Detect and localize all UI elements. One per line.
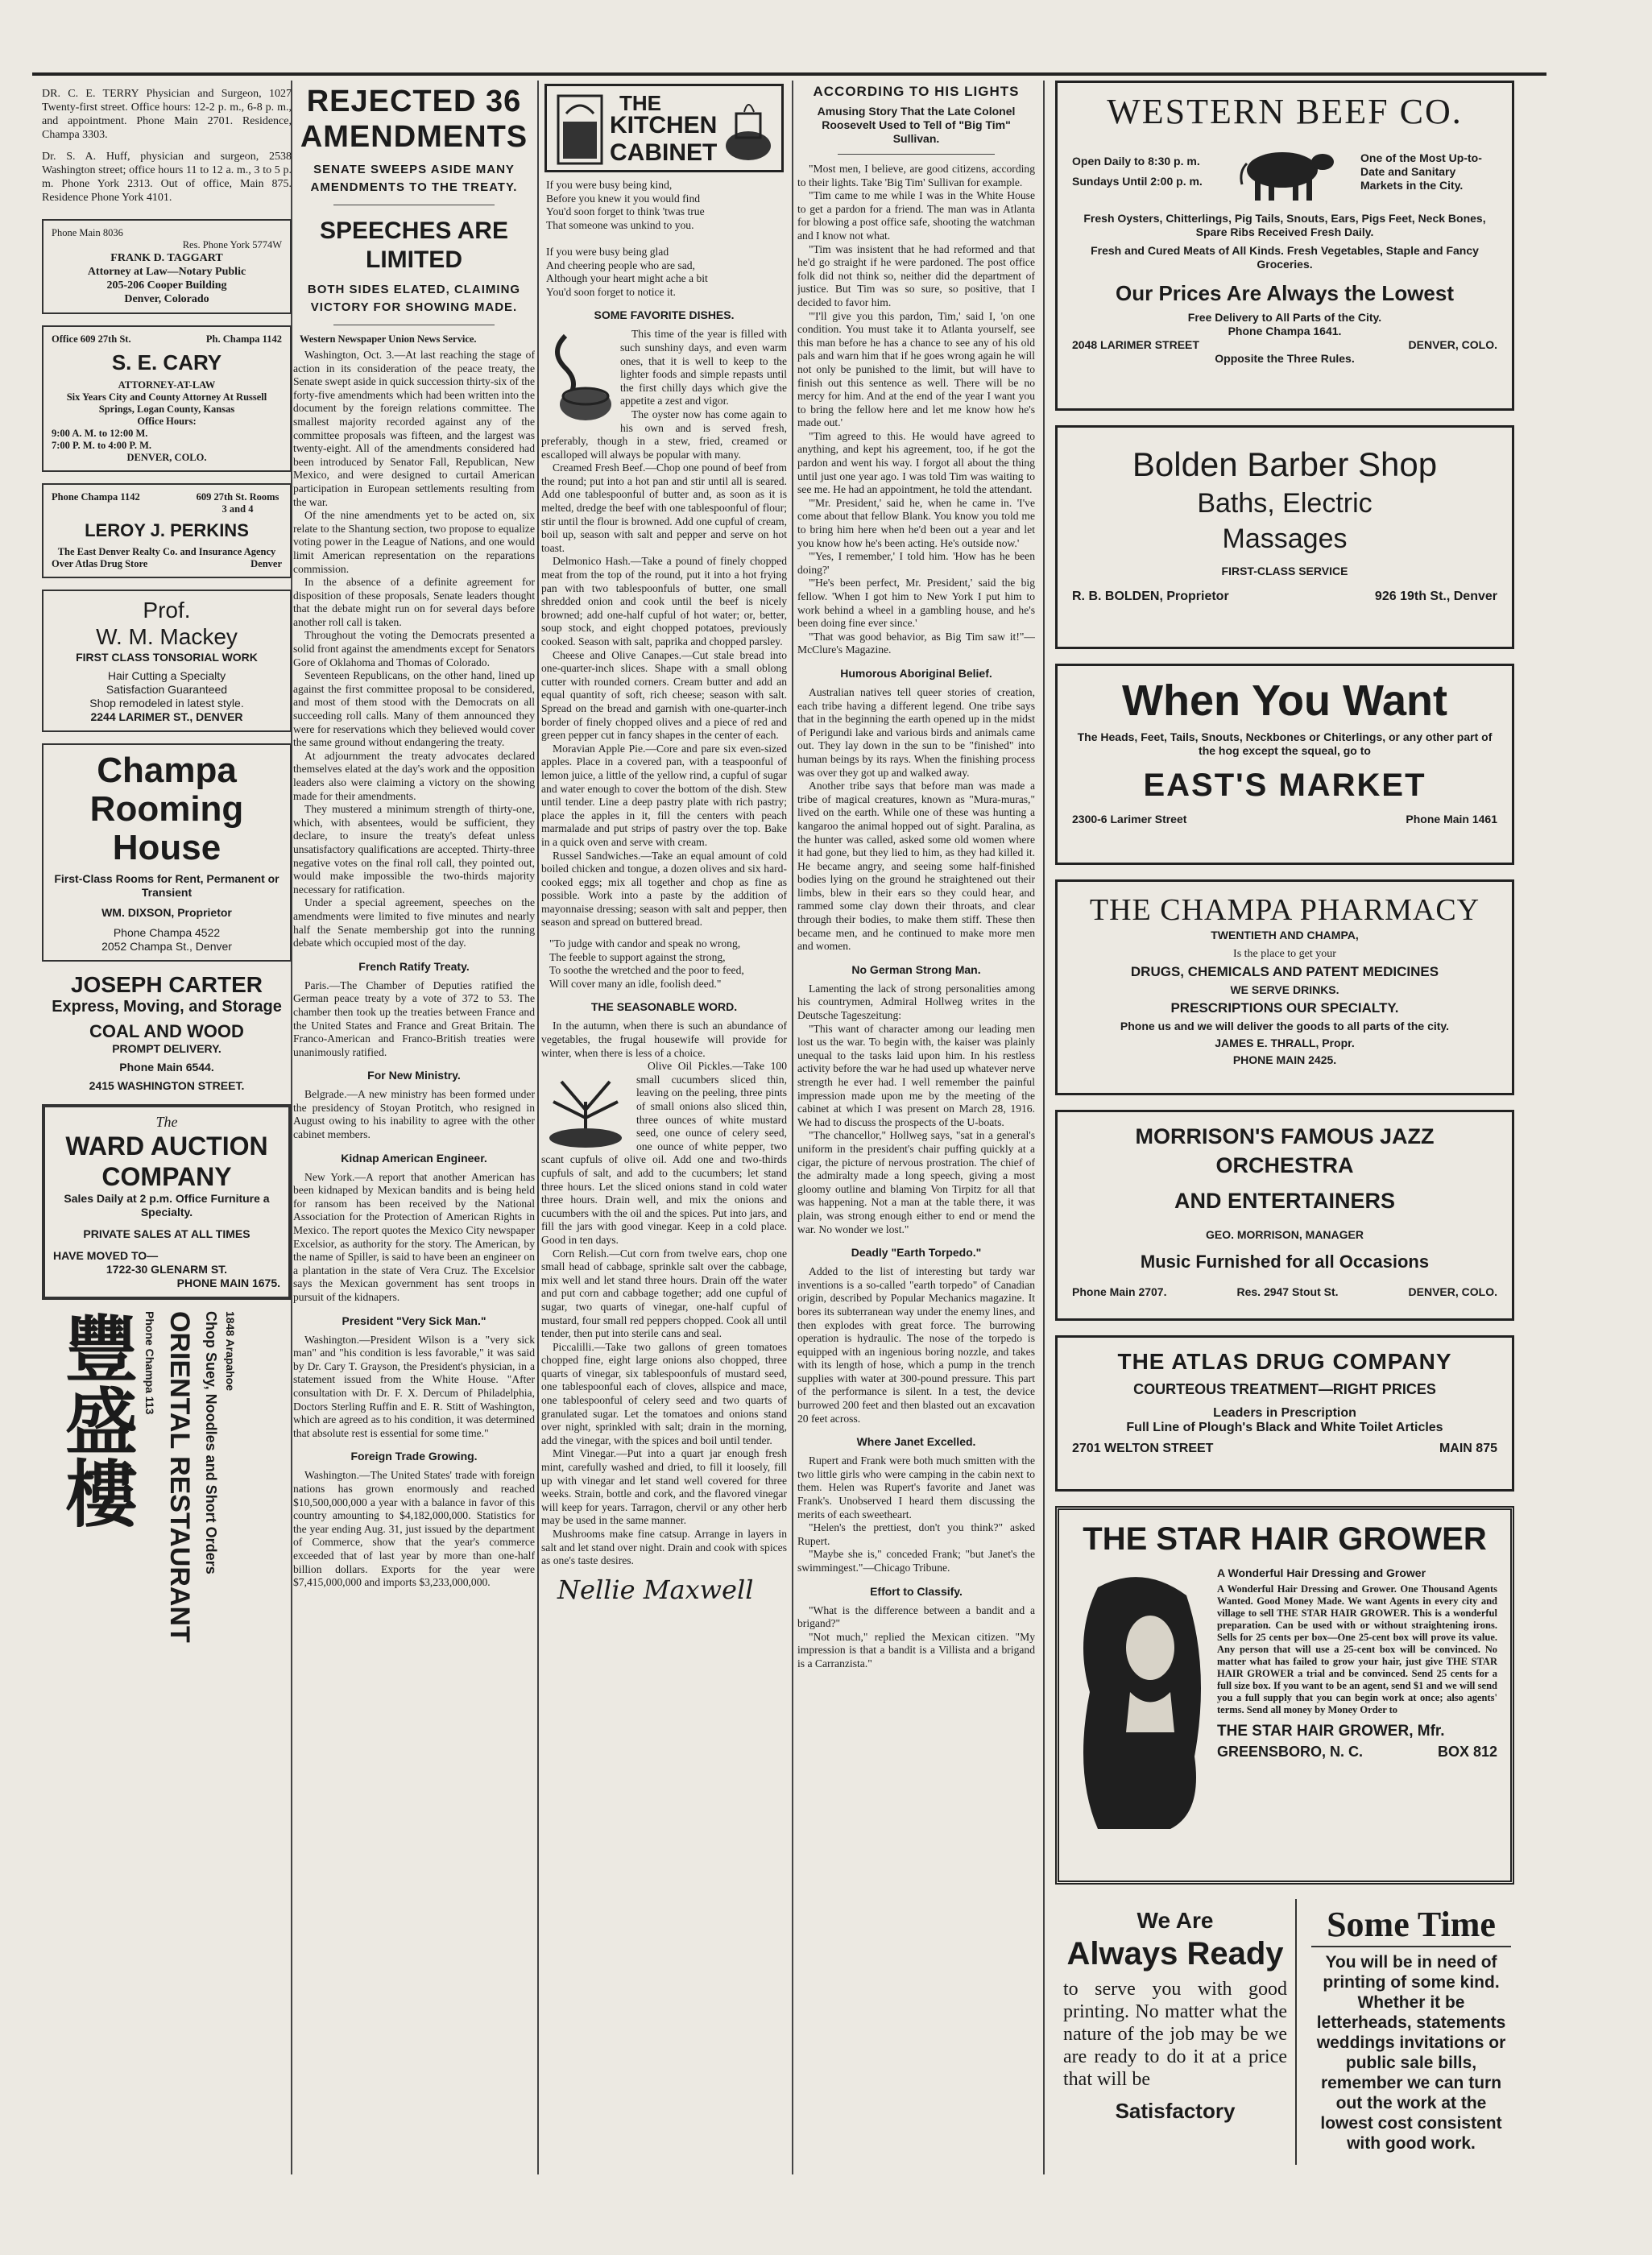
- city: DENVER, COLO.: [126, 452, 207, 463]
- city: GREENSBORO, N. C.: [1217, 1744, 1364, 1760]
- headline: REJECTED 36 AMENDMENTS: [300, 85, 528, 154]
- ad-title: THE STAR HAIR GROWER: [1083, 1521, 1487, 1557]
- paragraph: In the absence of a definite agreement for disposition of these proposals, Senate leaders thought that the debate might run on for several days before another roll call is taken.: [293, 576, 535, 628]
- line: Free Delivery to All Parts of the City.: [1187, 311, 1382, 324]
- top-rule: [32, 72, 1546, 76]
- ad-body: to serve you with good printing. No matter what the nature of the job may be we are ready to do it at a price that will be: [1063, 1979, 1287, 2090]
- western-beef-ad: [1055, 81, 1514, 411]
- column-5-advertisements: [1055, 81, 1514, 2191]
- line: Denver, Colorado: [124, 293, 209, 305]
- paragraph: In the autumn, when there is such an abundance of vegetables, the frugal housewife will provide for winter, when there is less of a choice.: [541, 1020, 787, 1059]
- opening-poem: [541, 179, 787, 299]
- recipe: Russel Sandwiches.—Take an equal amount of cold boiled chicken and tongue, a dozen olives and six hard-cooked eggs; mix all together and chop as fine as possible. Work into a paste by the addition of mayonnaise dressing; season with salt and pepper, then season and spread on buttered bread.: [541, 849, 787, 929]
- paragraph: Belgrade.—A new ministry has been formed under the presidency of Stoyan Protitch, who resigned in August owing to his inability to agree with the other cabinet members.: [293, 1088, 535, 1141]
- phone: Phone Main 8036: [52, 227, 123, 238]
- oyster-dish-illustration-icon: [541, 328, 614, 424]
- line: Rooming: [89, 789, 244, 829]
- name: W. M. Mackey: [96, 624, 238, 649]
- signature: Nellie Maxwell: [557, 1574, 754, 1605]
- ad-title: THE ATLAS DRUG COMPANY: [1117, 1349, 1452, 1374]
- deck: Amusing Story That the Late Colonel Roosevelt Used to Tell of "Big Tim" Sullivan.: [817, 105, 1016, 145]
- poem-line: Will cover many an idle, foolish deed.": [549, 977, 722, 990]
- line: Phone Champa 4522: [113, 926, 221, 939]
- vegetables-illustration-icon: [541, 1061, 630, 1150]
- prefix: Prof.: [143, 598, 191, 623]
- line: DRUGS, CHEMICALS AND PATENT MEDICINES: [1130, 964, 1439, 979]
- champa-pharmacy-ad: [1055, 879, 1514, 1095]
- line: Express, Moving, and Storage: [52, 998, 282, 1016]
- hours: Sundays Until 2:00 p. m.: [1072, 175, 1203, 188]
- title: ATTORNEY-AT-LAW: [118, 379, 216, 391]
- paragraph: "'Mr. President,' said he, when he came in. 'I've come about that fellow Blank. You know you told me to bring him here when he'd been out a year and let you know how he's been acting. He's outside now.': [797, 496, 1035, 549]
- huff-listing: Dr. S. A. Huff, physician and surgeon, 2538 Washington street; office hours 11 to 12 a. m., 3 to 5 p. m. Phone York 2313. Out of office, Main 875. Residence Phone York 4101.: [42, 151, 292, 204]
- line: Opposite the Three Rules.: [1215, 352, 1355, 365]
- star-hair-grower-ad: [1055, 1506, 1514, 1885]
- line: 205-206 Cooper Building: [106, 279, 227, 292]
- paragraph: "The chancellor," Hollweg says, "sat in a general's uniform in the president's chair puffing quickly at a cigar, the picture of nervous prostration. The chief of the admiralty made a long speech, giving a most gloomy outline and blaming Von Tirpitz for all that was happening. Not a man at the table there, it was plain, was strong enough either to end or mend the war. No wonder we lost.": [797, 1129, 1035, 1235]
- article-body: [293, 349, 535, 950]
- hours: 9:00 A. M. to 12:00 M.: [52, 428, 148, 439]
- deck: BOTH SIDES ELATED, CLAIMING VICTORY FOR SHOWING MADE.: [307, 283, 521, 314]
- line: Fresh and Cured Meats of All Kinds. Fresh Vegetables, Staple and Fancy Groceries.: [1091, 244, 1479, 271]
- paragraph: "'I'll give you this pardon, Tim,' said I, 'on one condition. You must take it to Atlanta yourself, see this man before he has a chance to see any of his old pals and warn him that if he goes wrong again he will not only be punished to the limit, but will have to finish out this sentence as well. There will be no mercy for him. And at the end of the year I want you to bring the fellow here and let me know how he's made out.': [797, 309, 1035, 429]
- section-heading: French Ratify Treaty.: [358, 959, 470, 973]
- section-heading: Deadly "Earth Torpedo.": [851, 1246, 982, 1260]
- paragraph: "'He's been perfect, Mr. President,' said the big fellow. 'When I got him to New York I put him to work behind a wheel in a gambling house, and he's been doing fine ever since.': [797, 577, 1035, 630]
- poem-line: Before you knew it you would find: [546, 192, 701, 205]
- woman-portrait-icon: [1074, 1571, 1211, 1837]
- carter-ad: [42, 973, 292, 1093]
- paragraph: "'Yes, I remember,' I told him. 'How has he been doing?': [797, 550, 1035, 576]
- line: AND ENTERTAINERS: [1174, 1189, 1395, 1213]
- line: Baths, Electric: [1197, 488, 1373, 519]
- line: 2415 WASHINGTON STREET.: [89, 1079, 245, 1092]
- phone: Phone Main 1461: [1406, 813, 1497, 825]
- line: Music Furnished for all Occasions: [1140, 1252, 1430, 1272]
- line: 2244 LARIMER ST., DENVER: [90, 710, 243, 723]
- ad-title: Always Ready: [1066, 1936, 1284, 1972]
- pot-illustration-icon: [720, 89, 776, 170]
- line: WM. DIXSON, Proprietor: [101, 906, 232, 919]
- address: 2300-6 Larimer Street: [1072, 813, 1187, 825]
- some-time-ad: [1308, 1899, 1514, 2165]
- paragraph: "Maybe she is," conceded Frank; "but Janet's the swimmingest."—Chicago Tribune.: [797, 1548, 1035, 1574]
- line: PRIVATE SALES AT ALL TIMES: [83, 1227, 250, 1240]
- poem-line: Although your heart might ache a bit: [546, 272, 708, 285]
- ad-title: When You Want: [1122, 676, 1447, 725]
- ad-body: You will be in need of printing of some kind. Whether it be letterheads, statements weddings invitations or public sale bills, remember we can turn out the work at the lowest cost consistent with good work.: [1316, 1953, 1506, 2153]
- morrison-jazz-ad: [1055, 1110, 1514, 1321]
- taggart-card: [42, 219, 292, 314]
- paragraph: "What is the difference between a bandit and a brigand?": [797, 1603, 1035, 1630]
- city: DENVER, COLO.: [1408, 1285, 1497, 1298]
- terry-listing: DR. C. E. TERRY Physician and Surgeon, 1027 Twenty-first street. Office hours: 12-2 p. m., 6-8 p. m., and appointment. Phone Main 2701. Residence, Champa 3303.: [42, 88, 292, 141]
- paragraph: "That was good behavior, as Big Tim saw it!"—McClure's Magazine.: [797, 630, 1035, 656]
- line: House: [112, 828, 222, 867]
- address: 926 19th St., Denver: [1374, 590, 1497, 603]
- paragraph: Lamenting the lack of strong personalities among his countrymen, Admiral Hollweg writes in the Deutsche Tageszeitung:: [797, 982, 1035, 1022]
- name: JOSEPH CARTER: [70, 972, 263, 997]
- section-heading: Humorous Aboriginal Belief.: [840, 666, 992, 680]
- recipe: Creamed Fresh Beef.—Chop one pound of beef from the round; put into a hot pan and stir until all is seared. Add one tablespoonful of butter and, as soon as it is melted, dredge the beef with one tablespoonful of flour; stir until the flour is browned. Add one cupful of cream, boil up, season with salt and pepper and serve on hot toast.: [541, 461, 787, 554]
- poem-line: "To judge with candor and speak no wrong,: [549, 937, 741, 950]
- ward-auction-card: [42, 1104, 292, 1300]
- paragraph: Throughout the voting the Democrats presented a solid front against the amendments except for Senators Gore of Oklahoma and Thomas of Colorado.: [293, 629, 535, 668]
- paragraph: Rupert and Frank were both much smitten with the two little girls who were camping in the cabin next to them. Helen was Rupert's favorite and Janet was Frank's. Unobserved I heard them discussing the merits of each sweetheart.: [797, 1454, 1035, 1521]
- tagline: One of the Most Up-to-Date and Sanitary Markets in the City.: [1360, 151, 1482, 192]
- office: Office 609 27th St.: [52, 333, 131, 345]
- address: 1848 Arapahoe: [224, 1311, 237, 1392]
- phone: Phone Main 2707.: [1072, 1285, 1167, 1298]
- paragraph: "Tim came to me while I was in the White House to get a pardon for a friend. The man was in Atlanta for blowing a post office safe, shooting the watchman and I know not what.: [797, 189, 1035, 242]
- column-2-treaty-news: [293, 81, 535, 2191]
- column-divider: [792, 81, 793, 2174]
- line: FIRST CLASS TONSORIAL WORK: [76, 651, 258, 664]
- subtitle: A Wonderful Hair Dressing and Grower: [1217, 1566, 1426, 1579]
- poem-line: That someone was unkind to you.: [546, 218, 694, 231]
- masthead-the: THE: [619, 91, 661, 115]
- line: PROMPT DELIVERY.: [112, 1042, 222, 1055]
- poem-line: To soothe the wretched and the poor to feed,: [549, 964, 744, 977]
- line: FIRST-CLASS SERVICE: [1221, 565, 1348, 577]
- recipe: Delmonico Hash.—Take a pound of finely chopped meat from the top of the round, put it into a hot frying pan with two tablespoonfuls of butter, one small shredded onion and cook until the beef is nicely browned; add one-half cupful of hot water; or, better, soup stock, and eight chopped potatoes, previously cooked. Season with salt, paprika and chopped parsley.: [541, 555, 787, 648]
- phone: Ph. Champa 1142: [205, 333, 282, 345]
- section-heading: Kidnap American Engineer.: [341, 1151, 487, 1165]
- paragraph: Under a special agreement, speeches on the amendments were limited to five minutes and nearly half the Senate membership got into the running debate which occupied most of the day.: [293, 896, 535, 950]
- deck: SENATE SWEEPS ASIDE MANY AMENDMENTS TO THE TREATY.: [310, 163, 518, 194]
- poem-line: If you were busy being glad: [546, 245, 669, 258]
- paragraph: Of the nine amendments yet to be acted on, six relate to the Shantung section, two propose to equalize voting power in the League of Nations, and one would limit American representation on the reparations commission.: [293, 509, 535, 575]
- section-heading: President "Very Sick Man.": [342, 1314, 486, 1327]
- kitchen-cabinet-masthead: [544, 84, 784, 172]
- printing-ads: [1055, 1899, 1514, 2165]
- paragraph: Mushrooms make fine catsup. Arrange in layers in salt and let stand over night. Drain and cook with spices as one's taste desires.: [541, 1528, 787, 1567]
- recipe: Mint Vinegar.—Put into a quart jar enough fresh mint, carefully washed and dried, to fill it loosely, fill up with vinegar and let stand well covered for three weeks. Strain, bottle and cork, and the flavored vinegar will keep for years. Tarragon, chervil or any other herb may be used in the same manner.: [541, 1447, 787, 1527]
- ad-title: WESTERN BEEF CO.: [1107, 92, 1463, 131]
- phone: Phone Champa 113: [143, 1311, 156, 1415]
- paragraph: "Not much," replied the Mexican citizen. "My impression is that a bandit is a Villista and a brigand is a Carranzista.": [797, 1630, 1035, 1670]
- headline: ACCORDING TO HIS LIGHTS: [813, 84, 1020, 99]
- poem-line: The feeble to support against the strong,: [549, 950, 726, 963]
- rooming-house-card: [42, 743, 292, 962]
- phone: PHONE MAIN 2425.: [1232, 1053, 1337, 1066]
- desc: Chop Suey, Noodles and Short Orders: [203, 1311, 219, 1574]
- line: Fresh Oysters, Chitterlings, Pig Tails, Snouts, Ears, Pigs Feet, Neck Bones, Spare Ribs Received Fresh Daily.: [1083, 212, 1486, 238]
- recipe: Cheese and Olive Canapes.—Cut stale bread into one-quarter-inch slices. Shape with a small oblong cutter with rounded corners. Cream butter and add an equal quantity of soft, rich cheese; season with salt. Spread on the bread and garnish with one-quarter-inch border of finely chopped olives and a piece of red and green pepper cut in fancy shapes in the center of each.: [541, 648, 787, 742]
- line: Satisfactory: [1115, 2099, 1236, 2123]
- hours: 7:00 P. M. to 4:00 P. M.: [52, 440, 152, 451]
- line: The Heads, Feet, Tails, Snouts, Neckbones or Chiterlings, or any other part of the hog except the squeal, go to: [1077, 730, 1493, 757]
- section-heading: THE SEASONABLE WORD.: [590, 1000, 738, 1014]
- paragraph: Paris.—The Chamber of Deputies ratified the German peace treaty by a vote of 372 to 53. The chamber then took up the treaties between France and the United States and France and Great Britain. The Franco-American and Franco-British treaties were unanimously ratified.: [293, 979, 535, 1058]
- line: PRESCRIPTIONS OUR SPECIALTY.: [1170, 1000, 1399, 1016]
- manufacturer: THE STAR HAIR GROWER, Mfr.: [1217, 1723, 1445, 1740]
- line: Leaders in Prescription: [1213, 1406, 1356, 1420]
- paragraph: "Helen's the prettiest, don't you think?" asked Rupert.: [797, 1521, 1035, 1547]
- recipe: Moravian Apple Pie.—Core and pare six even-sized apples. Place in a covered pan, with a teaspoonful of lemon juice, a little of the yellow rind, a cupful of sugar and water enough to cover the bottom of the dish. Stew until tender. Line a deep pastry plate with rich pastry; place the apples in it, fill the centers with peach marmalade and put strips of pastry over the top. Bake in a quick oven and serve with cream.: [541, 742, 787, 848]
- poem-line: And cheering people who are sad,: [546, 259, 695, 271]
- easts-market-ad: [1055, 664, 1514, 865]
- hours-label: Office Hours:: [137, 416, 197, 427]
- atlas-drug-ad: [1055, 1335, 1514, 1492]
- section-heading: Effort to Classify.: [870, 1584, 963, 1598]
- phone: Phone Champa 1142: [52, 491, 140, 503]
- section-heading: No German Strong Man.: [851, 962, 981, 976]
- cary-card: [42, 325, 292, 472]
- column-divider: [1043, 81, 1045, 2174]
- recipe: Olive Oil Pickles.—Take 100 small cucumbers sliced thin, leaving on the peeling, three pints of small onions also sliced thin, three ounces of white mustard seed, one ounce of celery seed, one ounce of white pepper, two scant cupfuls of olive oil. Add one and two-thirds cupfuls of salt, and add to the cucumbers; let stand three hours. Let the sliced onions stand in cold water three hours. Drain well, and mix the onions and cucumbers with the oil and the spices. Put into jars, and fill the jars with good vinegar. Keep in a cold place. Good in ten days.: [541, 1060, 787, 1246]
- line: Hair Cutting a Specialty: [107, 669, 226, 682]
- phone: MAIN 875: [1439, 1442, 1497, 1455]
- poem-line: If you were busy being kind,: [546, 179, 673, 191]
- name: S. E. CARY: [111, 350, 222, 374]
- line: Phone us and we will deliver the goods to all parts of the city.: [1120, 1020, 1450, 1032]
- paragraph: Washington, Oct. 3.—At last reaching the stage of action in its consideration of the peace treaty, the Senate swept aside in quick succession thirty-six of the forty-five amendments which had been written into the document by the foreign relations committee. The smallest majority recorded against any of the committee proposals was fifteen, and the largest was twenty-eight. All of the amendments considered had been introduced by Senator Fall, Republican, New Mexico, and were designed to curtail American participation in European settlements resulting from the war.: [293, 349, 535, 508]
- hours: Open Daily to 8:30 p. m.: [1072, 155, 1200, 168]
- line: 2052 Champa St., Denver: [101, 940, 232, 953]
- line: GEO. MORRISON, MANAGER: [1205, 1228, 1364, 1241]
- quoted-verse: [544, 937, 784, 991]
- paragraph: Another tribe says that before man was made a tribe of magical creatures, known as "Mura-muras," lived on the earth. While one of these was hunting a kangaroo the animal hopped out of sight. Paralina, as the hunter was called, asked some old women where it had gone, but they lied to him, as they had killed it. He became angry, and seeing some half-finished bodies lying on the ground he straightened out their limbs, blew in their ears so they could hear, and rammed some clay down their throats, and clear through their bodies, to make them stiff. These then became men, and he continued to make more men and women.: [797, 780, 1035, 953]
- cow-icon: [1232, 139, 1337, 204]
- name: ORIENTAL RESTAURANT: [164, 1311, 195, 1643]
- paragraph: Seventeen Republicans, on the other hand, lined up against the first committee proposal to be considered, and most of them stood with the Democrats on all succeeding roll calls. Many of them announced they were for reservations which they believed would cover the same ground without endangering the treaty.: [293, 669, 535, 749]
- line: WE SERVE DRINKS.: [1230, 983, 1339, 996]
- line: Massages: [1222, 523, 1348, 554]
- line: We Are: [1137, 1908, 1214, 1933]
- city: DENVER, COLO.: [1408, 338, 1497, 351]
- section-heading: Foreign Trade Growing.: [350, 1450, 478, 1463]
- line: Champa: [97, 751, 237, 790]
- paragraph: "This want of character among our leading men lost us the war. To begin with, the kaiser was plainly unequal to the tasks laid upon him. In his restless activity before the war he had used up whatever nerve strength he ever had. I well remember the painful impression made upon me by the meeting of the cabinet at which I was present on March 28, 1916. We had to discuss the prospects of the U-boats.: [797, 1022, 1035, 1128]
- ad-title: THE CHAMPA PHARMACY: [1089, 893, 1480, 927]
- line: COURTEOUS TREATMENT—RIGHT PRICES: [1133, 1381, 1436, 1397]
- always-ready-ad: [1055, 1899, 1297, 2165]
- line: Satisfaction Guaranteed: [106, 683, 228, 696]
- residence: Res. 2947 Stout St.: [1236, 1285, 1339, 1298]
- masthead-cabinet: CABINET: [610, 139, 718, 166]
- line: HAVE MOVED TO—: [53, 1249, 159, 1262]
- line: Attorney at Law—Notary Public: [87, 266, 246, 278]
- slogan: Our Prices Are Always the Lowest: [1116, 281, 1454, 305]
- paragraph: Washington.—President Wilson is a "very sick man" and "his condition is less favorable," it was said by Dr. Cary T. Grayson, the President's physician, in a statement issued from the White House. "After consultation with Dr. F. X. Dercum of Philadelphia, Doctors Sterling Ruffin and E. R. Stitt of Washington, which are agreed as to his condition, it was determined that absolute rest is essential for some time.": [293, 1333, 535, 1439]
- address: 609 27th St. Rooms 3 and 4: [196, 491, 279, 515]
- section-heading: SOME FAVORITE DISHES.: [594, 308, 735, 322]
- line: 1722-30 GLENARM ST.: [106, 1263, 228, 1276]
- section-heading: Where Janet Excelled.: [856, 1435, 976, 1449]
- store-name: EAST'S MARKET: [1143, 768, 1426, 803]
- column-4-miscellany: [797, 81, 1035, 2191]
- paragraph: "Tim agreed to this. He would have agreed to anything, and kept his agreement, too, if he got the pardon and went his way. I forgot all about the thing until just one year ago. I was told Tim was waiting to see me. He had an appointment, he told the attendant.: [797, 429, 1035, 496]
- name: FRANK D. TAGGART: [110, 252, 223, 264]
- line: Sales Daily at 2 p.m. Office Furniture a Specialty.: [64, 1192, 270, 1219]
- line: PHONE MAIN 1675.: [176, 1276, 280, 1289]
- name: LEROY J. PERKINS: [85, 520, 249, 540]
- paragraph: This time of the year is filled with such sunshiny days, and even warm ones, that it is well to keep to the lighter foods and simple repasts until the first chilly days which give the appetite a zest and vigor.: [620, 328, 787, 408]
- phone: Phone Champa 1641.: [1228, 325, 1342, 337]
- paragraph: "Most men, I believe, are good citizens, according to their lights. Take 'Big Tim' Sullivan for example.: [797, 163, 1035, 188]
- column-3-kitchen-cabinet: [541, 81, 787, 2191]
- right: Denver: [250, 558, 282, 569]
- recipe: Corn Relish.—Cut corn from twelve ears, chop one small head of cabbage, sprinkle salt over the cabbage, mix well and let stand three hours. Drain off the water and put corn and cabbage together; add one cupful of sugar, two quarts of vinegar, one-half cupful of mustard, four small red peppers chopped. Cook all until tender, then put into sterile cans and seal.: [541, 1247, 787, 1340]
- column-1-directory: [42, 81, 292, 2191]
- line: Is the place to get your: [1233, 948, 1336, 960]
- column-divider: [537, 81, 539, 2174]
- divider: [838, 154, 995, 155]
- line: COAL AND WOOD: [89, 1021, 244, 1041]
- ad-title: MORRISON'S FAMOUS JAZZ ORCHESTRA: [1135, 1124, 1435, 1177]
- paragraph: The oyster now has come again to his own and is served fresh, preferably, though in a stew, fried, creamed or escalloped will always be popular with many.: [541, 408, 787, 461]
- chinese-characters: 豐盛樓: [52, 1311, 137, 1529]
- line: JAMES E. THRALL, Propr.: [1215, 1036, 1355, 1049]
- paragraph: Added to the list of interesting but tardy war inventions is a so-called "earth torpedo" of Canadian origin, described by Popular Mechanics magazine. It bores its subterranean way under the enemy lines, and then explodes with great force. The burrowing operation is hydraulic. The nose of the torpedo is equipped with an ingenious boring nozzle, and takes with its length of hose, which a pump in the trench supplies with water at 300-pound pressure. This part of the performance is silent. In a test, the device burrowed 200 feet and then blasted out an excavation 20 feet across.: [797, 1265, 1035, 1425]
- line: First-Class Rooms for Rent, Permanent or Transient: [54, 872, 279, 899]
- res-phone: Res. Phone York 5774W: [182, 239, 282, 250]
- masthead-kitchen: KITCHEN: [610, 112, 718, 139]
- perkins-card: [42, 483, 292, 578]
- line: The East Denver Realty Co. and Insurance Agency: [57, 546, 276, 557]
- desc: Six Years City and County Attorney At Russell Springs, Logan County, Kansas: [66, 391, 267, 415]
- bolden-barber-ad: [1055, 425, 1514, 649]
- cabinet-illustration-icon: [552, 89, 608, 170]
- wire-credit: Western Newspaper Union News Service.: [300, 333, 477, 345]
- ad-title: Some Time: [1311, 1904, 1511, 1947]
- proprietor: R. B. BOLDEN, Proprietor: [1072, 590, 1229, 603]
- paragraph: Australian natives tell queer stories of creation, each tribe having a different legend. One tribe says that in the beginning the earth opened up in the midst of Perigundi lake and various birds and animals came out. They lay down in the sun to be "finished" into human beings by its rays. When the finishing process was over they got up and walked away.: [797, 685, 1035, 779]
- paragraph: Washington.—The United States' trade with foreign nations has grown enormously and reached $10,500,000,000 a year with a balance in favor of this country amounting to $4,182,000,000. Statistics for the year ending Aug. 31, just issued by the department of Commerce, show that the year's commerce exceeded that of last year by more than one-half billion dollars. Exports for the year were $7,415,000,000 and imports $3,233,000,000.: [293, 1469, 535, 1589]
- recipe: Piccalilli.—Take two gallons of green tomatoes chopped fine, eight large onions also chopped, three quarts of vinegar, six tablespoonfuls of mustard seed, one tablespoonful each of cloves, allspice and mace, one tablespoonful of celery seed and two quarts of granulated sugar. Let the tomatoes and onions stand over night, sprinkled with salt; drain in the morning, add the vinegar, with the spices and boil until tender.: [541, 1340, 787, 1446]
- poem-line: You'd soon forget to think 'twas true: [546, 205, 705, 218]
- line: The: [155, 1114, 178, 1130]
- line: Shop remodeled in latest style.: [89, 697, 244, 710]
- oriental-restaurant-ad: [42, 1311, 292, 1657]
- box: BOX 812: [1437, 1744, 1497, 1760]
- paragraph: They mustered a minimum strength of thirty-one, which, with absentees, would be sufficient, they declare, to insure the treaty's defeat unless unsatisfactory qualifications are accepted. Thirty-three negative votes on the final roll call, they pointed out, would make impossible the two-thirds majority necessary for ratification.: [293, 803, 535, 896]
- paragraph: "Tim was insistent that he had reformed and that he'd go straight if he were pardoned. The post office folk did not think so, neither did the department of justice. But Tim was so sure, so positive, that I decided to favor him.: [797, 242, 1035, 308]
- paragraph: New York.—A report that another American has been kidnaped by Mexican bandits and is being held for ransom has been received by the National Association for the Protection of American Rights in Mexico. The report quotes the Mexico City newspaper Excelsior, as authority for the story. The American, by the name of Spiller, is said to have been an engineer on a plantation in the state of Vera Cruz. The Excelsior says the Mexican government has sent troops in pursuit of the kidnapers.: [293, 1170, 535, 1303]
- address: 2701 WELTON STREET: [1072, 1442, 1214, 1455]
- line: TWENTIETH AND CHAMPA,: [1211, 929, 1359, 941]
- left: Over Atlas Drug Store: [52, 558, 148, 569]
- mackey-card: [42, 590, 292, 732]
- name: WARD AUCTION COMPANY: [65, 1132, 268, 1191]
- line: Full Line of Plough's Black and White Toilet Articles: [1126, 1421, 1443, 1434]
- paragraph: At adjournment the treaty advocates declared themselves elated at the day's work and the opposition leaders also were claiming a victory on the showing made for their amendments.: [293, 749, 535, 802]
- poem-line: You'd soon forget to notice it.: [546, 285, 676, 298]
- ad-title: Bolden Barber Shop: [1132, 445, 1438, 483]
- address: 2048 LARIMER STREET: [1072, 338, 1199, 351]
- ad-body: A Wonderful Hair Dressing and Grower. One Thousand Agents Wanted. Good Money Made. We want Agents in every city and village to sell THE STAR HAIR GROWER. This is a wonderful preparation. Can be used with or without straightening irons. Sells for 25 cents per box—One 25-cent box will prove its value. Any person that will use a 25-cent box will be convinced. No matter what has failed to grow your hair, just give THE STAR HAIR GROWER a trial and be convinced. Send 25 cents for a full size box. If you want to be an agent, send $1 and we will send you a full supply that you can begin work at once; also agents' terms. Send all money by Money Order to: [1217, 1583, 1497, 1715]
- section-heading: For New Ministry.: [367, 1069, 461, 1082]
- poem-line: [546, 232, 787, 246]
- line: Phone Main 6544.: [119, 1061, 214, 1074]
- subheadline: SPEECHES ARE LIMITED: [320, 217, 508, 273]
